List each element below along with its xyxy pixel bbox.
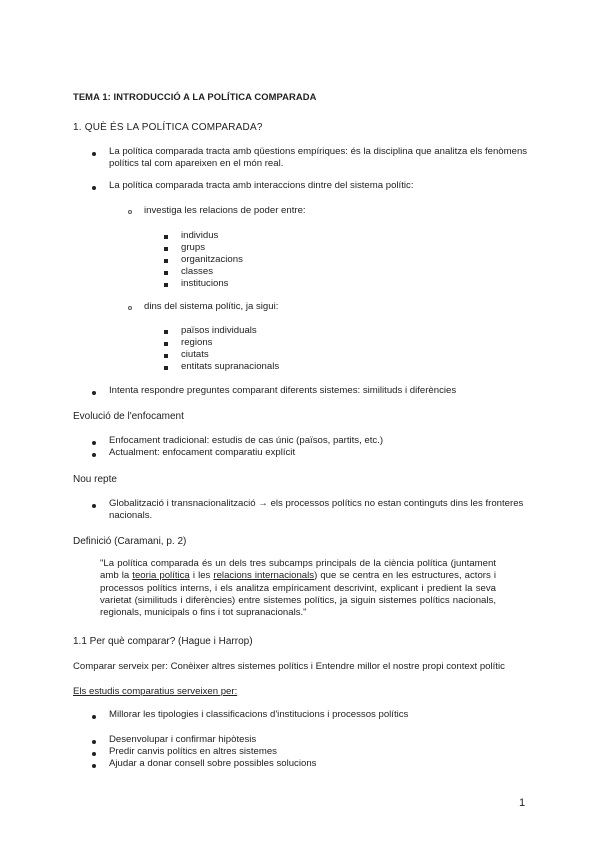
link-teoria-politica[interactable]: teoria política bbox=[132, 570, 190, 582]
bullet-square-icon bbox=[164, 330, 168, 334]
section-heading: 1. QUÈ ÉS LA POLÍTICA COMPARADA? bbox=[73, 122, 263, 133]
page-number: 1 bbox=[519, 797, 526, 809]
bullet-text: Predir canvis polítics en altres sistemes bbox=[109, 746, 277, 757]
bullet-ring-icon bbox=[128, 306, 132, 310]
bullet-dot-icon bbox=[92, 152, 96, 156]
list-item: entitats supranacionals bbox=[181, 361, 280, 372]
bullet-square-icon bbox=[164, 247, 168, 251]
bullet-square-icon bbox=[164, 354, 168, 358]
paragraph: Comparar serveix per: Conèixer altres sistemes polítics i Entendre millor el nostre propi context polític bbox=[73, 661, 505, 672]
bullet-square-icon bbox=[164, 271, 168, 275]
bullet-text: Globalització i transnacionalització → els processos polítics no estan continguts dins les fronteres bbox=[109, 498, 524, 509]
bullet-text: Intenta respondre preguntes comparant diferents sistemes: similituds i diferències bbox=[109, 385, 457, 396]
bullet-dot-icon bbox=[92, 752, 96, 756]
bullet-dot-icon bbox=[92, 740, 96, 744]
bullet-text: Desenvolupar i confirmar hipòtesis bbox=[109, 734, 257, 745]
list-item: regions bbox=[181, 337, 213, 348]
bullet-text: La política comparada tracta amb interaccions dintre del sistema polític: bbox=[109, 180, 414, 191]
bullet-dot-icon bbox=[92, 715, 96, 719]
bullet-dot-icon bbox=[92, 764, 96, 768]
bullet-dot-icon bbox=[92, 441, 96, 445]
subheading: Evolució de l'enfocament bbox=[73, 411, 184, 422]
list-item: grups bbox=[181, 242, 205, 253]
bullet-square-icon bbox=[164, 283, 168, 287]
bullet-text: polítics tal com apareixen en el món real. bbox=[109, 158, 284, 169]
definition-quote bbox=[100, 558, 496, 619]
quote-text: "La política comparada és un dels tres subcamps principals de la ciència política (juntament amb la bbox=[100, 558, 496, 582]
list-item: ciutats bbox=[181, 349, 209, 360]
list-item: institucions bbox=[181, 278, 229, 289]
bullet-square-icon bbox=[164, 259, 168, 263]
list-item: classes bbox=[181, 266, 213, 277]
bullet-dot-icon bbox=[92, 453, 96, 457]
bullet-text: nacionals. bbox=[109, 510, 153, 521]
bullet-text: Ajudar a donar consell sobre possibles solucions bbox=[109, 758, 317, 769]
bullet-square-icon bbox=[164, 342, 168, 346]
list-item: països individuals bbox=[181, 325, 257, 336]
link-relacions-internacionals[interactable]: relacions internacionals bbox=[213, 570, 315, 582]
quote-text: i les bbox=[189, 570, 214, 582]
section-heading: 1.1 Per què comparar? (Hague i Harrop) bbox=[73, 636, 253, 647]
subheading: Definició (Caramani, p. 2) bbox=[73, 536, 187, 547]
bullet-text: Actualment: enfocament comparatiu explícit bbox=[109, 447, 296, 458]
bullet-text: Millorar les tipologies i classificacions d'institucions i processos polítics bbox=[109, 709, 409, 720]
bullet-text: La política comparada tracta amb qüestions empíriques: és la disciplina que analitza els fenòmens bbox=[109, 146, 528, 157]
list-item: organitzacions bbox=[181, 254, 243, 265]
bullet-square-icon bbox=[164, 235, 168, 239]
document-title: TEMA 1: INTRODUCCIÓ A LA POLÍTICA COMPARADA bbox=[73, 91, 317, 102]
bullet-dot-icon bbox=[92, 186, 96, 190]
list-item: individus bbox=[181, 230, 219, 241]
bullet-dot-icon bbox=[92, 504, 96, 508]
subheading: Nou repte bbox=[73, 474, 117, 485]
bullet-ring-icon bbox=[128, 210, 132, 214]
quote-text: ) que se centra en les estructures, actors i processos polítics interns, i els analitza empíricament descrivint, explicant i predient la seva varietat (similituds i diferències) entre sistemes polítics, ja siguin sistemes polítics nacionals, regionals, municipals o fins i tot supranacionals." bbox=[100, 570, 496, 619]
bullet-square-icon bbox=[164, 366, 168, 370]
bullet-dot-icon bbox=[92, 391, 96, 395]
sub-bullet-text: dins del sistema polític, ja sigui: bbox=[144, 301, 279, 312]
underlined-heading: Els estudis comparatius serveixen per: bbox=[73, 686, 238, 697]
bullet-text: Enfocament tradicional: estudis de cas únic (països, partits, etc.) bbox=[109, 435, 384, 446]
sub-bullet-text: investiga les relacions de poder entre: bbox=[144, 205, 306, 216]
